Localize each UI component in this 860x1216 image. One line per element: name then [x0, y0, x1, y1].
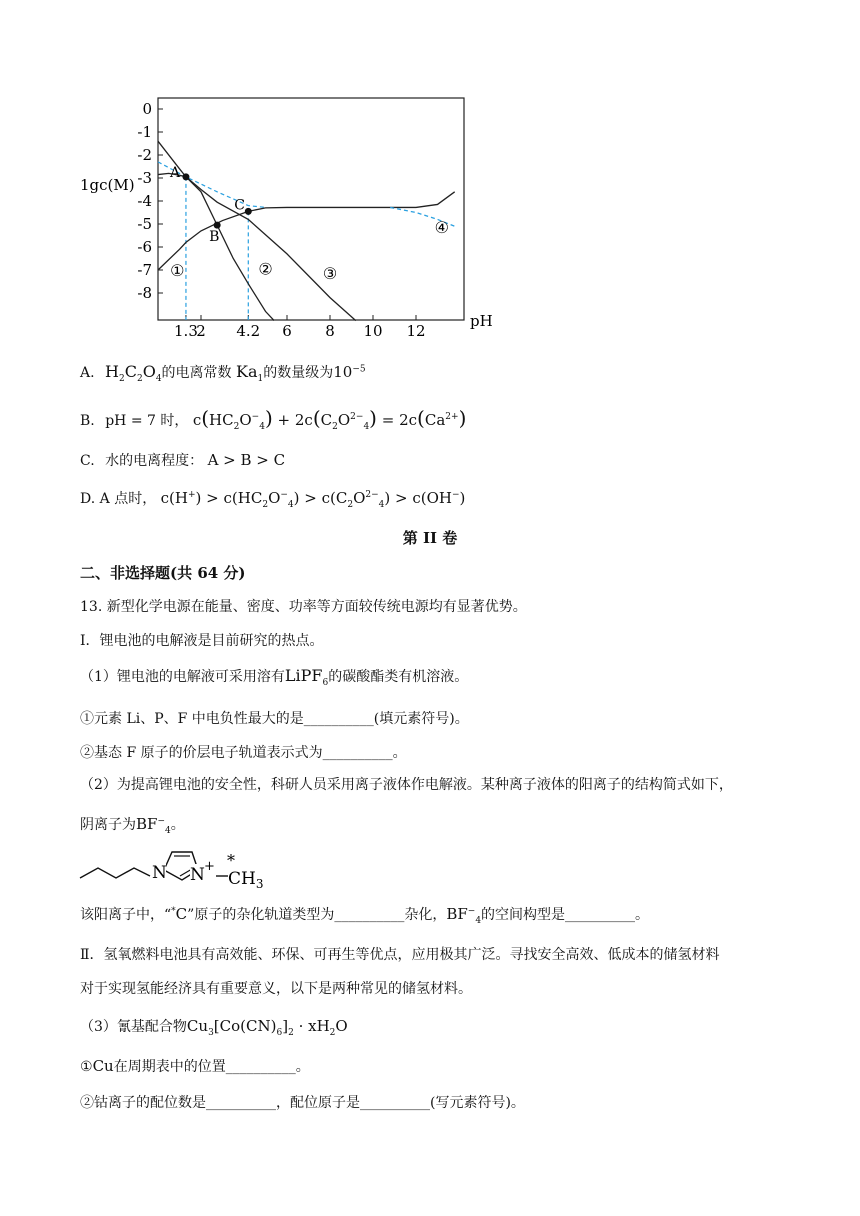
y-tick-label: -8 — [137, 284, 152, 302]
formula-part: H — [105, 362, 119, 381]
formula-part: Cu — [186, 1017, 209, 1035]
option-letter: A. — [80, 365, 95, 381]
subscript: 4 — [164, 825, 171, 836]
subscript: 2 — [329, 1028, 336, 1038]
subscript: 2 — [332, 422, 338, 432]
y-tick-label: -1 — [137, 123, 152, 141]
subscript: 6 — [322, 677, 329, 688]
formula-part: + 2c — [277, 411, 313, 429]
formula-part: [Co(CN) — [213, 1017, 277, 1035]
point-label: A — [169, 164, 181, 181]
superscript: + — [188, 490, 196, 500]
option-text: 的数量级为 — [263, 365, 334, 381]
x-tick-label: 1.3 — [174, 322, 198, 340]
lgc-ph-chart — [0, 0, 860, 345]
formula-part: c(H — [160, 489, 188, 507]
curve-3 — [158, 141, 356, 320]
superscript: 2+ — [445, 412, 459, 422]
option-text: pH = 7 时， — [105, 413, 189, 429]
x-tick-label: 2 — [196, 322, 206, 340]
y-tick-label: -5 — [137, 215, 152, 233]
point-A — [182, 173, 189, 180]
superscript: − — [157, 816, 165, 827]
q13-3-2: ②钴离子的配位数是__________，配位原子是__________(写元素符号)。 — [80, 1095, 525, 1111]
question-text: 的碳酸酯类有机溶液。 — [328, 669, 469, 685]
formula-part: LiPF — [284, 666, 323, 685]
superscript: − — [467, 906, 476, 917]
formula-part: · xH — [298, 1017, 330, 1035]
option-letter: D. — [80, 491, 96, 507]
q13-part1: I．锂电池的电解液是目前研究的热点。 — [80, 633, 324, 649]
q13-3 — [80, 1016, 348, 1038]
curve-label: ④ — [434, 218, 449, 238]
option-b: B. pH = 7 时， $c(HC_2O^-_4) + 2c(C_2O^{2-}_4) = 2c(Ca^{2+})$ — [80, 406, 467, 432]
option-a — [80, 362, 366, 384]
formula-part: HC — [209, 411, 234, 429]
y-tick-label: -3 — [137, 169, 152, 187]
subscript: 4 — [287, 500, 294, 510]
subscript: 4 — [363, 422, 370, 432]
subscript: 2 — [262, 500, 269, 510]
option-c — [80, 450, 285, 470]
cation-structure — [76, 840, 276, 890]
formula-part: O — [268, 489, 281, 507]
option-text: A 点时， — [99, 491, 157, 507]
formula-part: ) > c(HC — [195, 489, 263, 507]
formula-part: ) > c(OH — [384, 489, 452, 507]
superscript: − — [452, 490, 460, 500]
q13-3-1 — [80, 1056, 310, 1076]
q13-2-hybrid — [80, 904, 649, 926]
curve-label: ① — [170, 260, 185, 280]
formula-part: 10 — [333, 363, 353, 381]
question-text: 。 — [170, 817, 185, 833]
subscript: 4 — [259, 422, 265, 432]
subscript: 2 — [288, 1028, 294, 1038]
q13-2-anion — [80, 814, 185, 836]
question-text: ① — [80, 1059, 93, 1075]
y-tick-label: -6 — [137, 238, 152, 256]
y-tick-label: -2 — [137, 146, 152, 164]
subscript: 2 — [136, 374, 143, 385]
question-text: （3）氰基配合物 — [80, 1019, 187, 1035]
superscript: − — [251, 412, 260, 422]
formula-part: ] — [282, 1017, 289, 1035]
subscript: 3 — [208, 1028, 214, 1038]
point-label: C — [234, 197, 246, 214]
superscript: 2− — [350, 412, 364, 422]
formula-part: C — [175, 905, 188, 923]
option-letter: C. — [80, 453, 95, 469]
plot-frame — [158, 98, 464, 320]
point-B — [214, 222, 221, 229]
formula-part: Ka — [236, 362, 258, 381]
q13-2: （2）为提高锂电池的安全性，科研人员采用离子液体作电解液。某种离子液体的阳离子的结构简式如下， — [80, 777, 733, 793]
formula-part: O — [335, 1017, 348, 1035]
formula-part: BF — [446, 905, 468, 923]
formula-part: ) > c(C — [293, 489, 348, 507]
subscript: 1 — [257, 373, 264, 384]
superscript: * — [171, 906, 176, 917]
part-title: 二、非选择题(共 64 分) — [80, 564, 246, 582]
question-text: 的空间构型是__________。 — [481, 907, 650, 923]
x-tick-label: 10 — [363, 322, 383, 340]
formula-part: C — [124, 362, 137, 381]
question-text: 在周期表中的位置__________。 — [113, 1059, 310, 1075]
charge-plus: + — [204, 859, 215, 874]
q13-1-1: ①元素 Li、P、F 中电负性最大的是__________(填元素符号)。 — [80, 711, 469, 727]
option-d — [80, 488, 465, 510]
formula-part: Cu — [92, 1057, 114, 1075]
q13-part2-b: 对于实现氢能经济具有重要意义，以下是两种常见的储氢材料。 — [80, 981, 472, 997]
formula-part: = 2c — [381, 411, 418, 429]
nitrogen-label: N — [152, 863, 167, 883]
q13-1 — [80, 666, 468, 688]
butyl-chain — [80, 868, 150, 878]
subscript: 2 — [118, 374, 125, 385]
option-text: 水的电离程度： — [105, 453, 204, 469]
section-title: 第 II 卷 — [402, 529, 458, 547]
y-axis-label: 1gc(M) — [80, 176, 135, 194]
subscript: 2 — [347, 500, 354, 510]
star-mark: * — [227, 851, 235, 870]
y-tick-label: -4 — [137, 192, 152, 210]
formula-part: ) — [459, 489, 466, 507]
x-axis-label: pH — [470, 312, 493, 330]
subscript: 2 — [233, 422, 240, 432]
question-text: 该阳离子中，“ — [80, 907, 172, 923]
formula-part: Ca — [424, 411, 446, 429]
point-label: B — [209, 229, 220, 246]
formula-part: O — [337, 411, 351, 429]
curve-1 — [158, 192, 455, 270]
curve-label: ② — [258, 259, 273, 279]
question-text: ”原子的杂化轨道类型为__________杂化， — [187, 907, 447, 923]
curve-label: ③ — [322, 264, 338, 284]
methyl-label: $CH_3$ — [228, 869, 264, 890]
formula-part: O — [353, 489, 366, 507]
subscript: 4 — [378, 500, 385, 510]
y-tick-label: -7 — [137, 261, 152, 279]
subscript: 4 — [475, 915, 482, 926]
q13-intro: 13. 新型化学电源在能量、密度、功率等方面较传统电源均有显著优势。 — [80, 599, 527, 615]
superscript: −5 — [352, 364, 366, 375]
x-tick-label: 6 — [282, 322, 292, 340]
subscript: 4 — [155, 374, 162, 385]
subscript: 6 — [276, 1028, 283, 1038]
y-tick-label: 0 — [142, 100, 152, 118]
q13-part2-a: Ⅱ．氢氧燃料电池具有高效能、环保、可再生等优点，应用极其广泛。寻找安全高效、低成本的储氢材料 — [80, 947, 720, 963]
q13-1-2: ②基态 F 原子的价层电子轨道表示式为__________。 — [80, 745, 407, 761]
question-text: 阴离子为 — [80, 817, 136, 833]
x-tick-label: 8 — [325, 322, 335, 340]
formula-part: c — [192, 411, 202, 429]
formula-part: C — [320, 411, 333, 429]
curve-2 — [158, 173, 274, 320]
superscript: − — [280, 490, 288, 500]
formula-part: BF — [136, 815, 158, 833]
superscript: 2− — [365, 490, 379, 500]
question-text: （1）锂电池的电解液可采用溶有 — [80, 669, 285, 685]
formula-part: A > B > C — [207, 451, 286, 469]
option-letter: B. — [80, 413, 95, 429]
x-tick-label: 4.2 — [236, 322, 261, 340]
formula-part: O — [239, 411, 252, 429]
formula-part: O — [142, 362, 156, 381]
x-tick-label: 12 — [406, 322, 426, 340]
option-text: 的电离常数 — [161, 365, 232, 381]
nitrogen-label: N — [190, 865, 205, 885]
point-C — [245, 208, 252, 215]
